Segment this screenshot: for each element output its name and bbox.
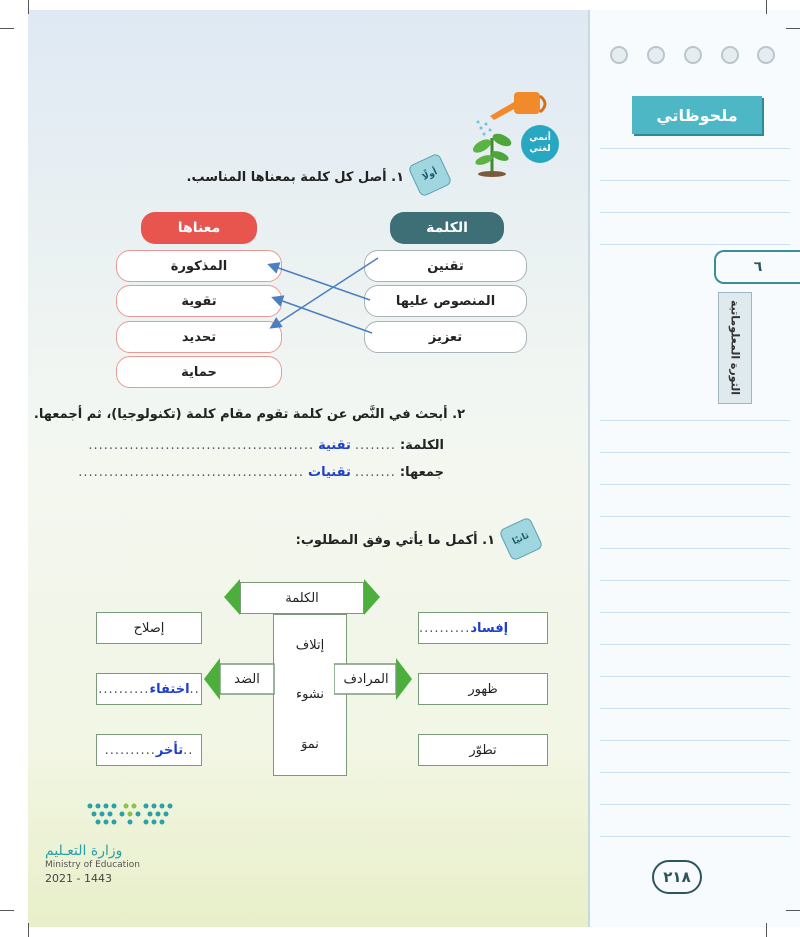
center-word: نشوء — [295, 687, 325, 703]
word-answer-row — [88, 438, 444, 453]
synonym-answer: إفساد — [470, 620, 509, 636]
plural-answer: تقنيات — [308, 465, 351, 480]
language-badge: أنمي لغتي — [521, 125, 559, 163]
antonym-box — [96, 734, 202, 766]
synonym-box — [418, 612, 548, 644]
meaning-item: حماية — [116, 356, 282, 388]
synonym-box: تطوّر — [418, 734, 548, 766]
dots: .. — [183, 742, 194, 758]
page-number: ٢١٨ — [652, 860, 702, 894]
dots: .. — [189, 681, 200, 697]
word-item: المنصوص عليها — [364, 285, 527, 317]
word-label: الكلمة: — [399, 438, 444, 453]
meaning-item: تقوية — [116, 285, 282, 317]
plural-answer-row — [78, 465, 444, 480]
unit-label: الثورة المعلوماتية — [728, 300, 742, 396]
question-find-word: ٢. أبحث في النَّص عن كلمة تقوم مقام كلمة (تكنولوجيا)، ثم أجمعها. — [33, 407, 465, 422]
question-complete: ١. أكمل ما يأتي وفق المطلوب: — [295, 533, 495, 548]
word-answer: تقنية — [318, 438, 351, 453]
second-section-tag: ثانيًا — [498, 516, 543, 561]
synonym-label: المرادف — [343, 671, 389, 687]
dots: ............................................ — [88, 438, 315, 453]
center-word: إتلاف — [295, 638, 325, 654]
center-header: الكلمة — [240, 582, 364, 614]
ministry-name-arabic: وزارة التعـليم — [45, 843, 123, 859]
notes-title: ملحوظاتي — [632, 96, 762, 134]
meaning-item: تحديد — [116, 321, 282, 353]
meaning-item: المذكورة — [116, 250, 282, 282]
match-line — [270, 265, 370, 300]
unit-number: ٦ — [714, 250, 800, 284]
word-item: تقنين — [364, 250, 527, 282]
dots: .......... — [104, 742, 156, 758]
ministry-logo-icon — [84, 800, 176, 832]
antonym-box — [96, 673, 202, 705]
dots: .......... — [98, 681, 150, 697]
word-item: تعزيز — [364, 321, 527, 353]
first-section-tag: أولًا — [407, 152, 452, 197]
dots: ............................................ — [78, 465, 305, 480]
dots: ........ — [354, 438, 396, 453]
plural-label: جمعها: — [399, 465, 444, 480]
synonym-box: ظهور — [418, 673, 548, 705]
meaning-header: معناها — [141, 212, 257, 244]
dots: ........ — [354, 465, 396, 480]
ministry-name-english: Ministry of Education — [45, 860, 140, 870]
antonym-answer: تأخر — [155, 742, 184, 758]
antonym-label: الضد — [234, 671, 260, 687]
antonym-box: إصلاح — [96, 612, 202, 644]
question-match: ١. أصل كل كلمة بمعناها المناسب. — [186, 170, 404, 185]
word-header: الكلمة — [390, 212, 504, 244]
edition-year: 2021 - 1443 — [45, 872, 112, 885]
center-word: نموَ — [301, 736, 319, 752]
antonym-answer: اختفاء — [149, 681, 190, 697]
dots: .......... — [419, 620, 471, 636]
